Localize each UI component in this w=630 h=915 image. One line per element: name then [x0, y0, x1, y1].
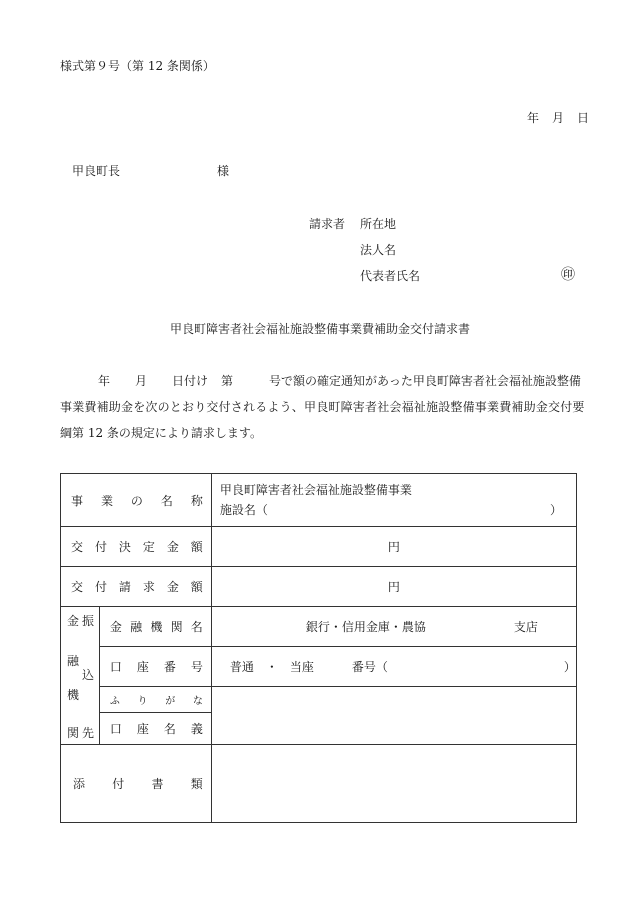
- account-number-value[interactable]: [211, 647, 576, 687]
- row-attachments: [61, 745, 577, 823]
- body-dated: 日付け: [172, 374, 209, 388]
- bank-komi: 込: [82, 668, 95, 682]
- claimant-address-label: 所在地: [360, 217, 397, 231]
- row-decided-amount: [61, 527, 577, 567]
- yen-unit: 円: [387, 580, 400, 594]
- project-name-line1: 甲良町障害者社会福祉施設整備事業: [219, 483, 412, 497]
- yen-unit: 円: [387, 540, 400, 554]
- bank-saki: 先: [82, 726, 95, 740]
- furigana-label: ふ り が な: [99, 687, 211, 713]
- institution-label: 金 融 機 関 名: [99, 607, 211, 647]
- bank-yuu: 融: [67, 654, 80, 668]
- row-request-amount: [61, 567, 577, 607]
- row-furigana: [61, 687, 577, 713]
- body-dai: 第: [221, 374, 234, 388]
- account-type: 普通 ・ 当座: [229, 660, 314, 674]
- facility-name-line[interactable]: [220, 500, 562, 520]
- date-year: 年: [527, 111, 540, 125]
- body-paragraph: [60, 368, 585, 446]
- date-month: 月: [552, 111, 565, 125]
- institution-type: 銀行・信用金庫・農協: [305, 620, 426, 634]
- body-line-2: 事業費補助金を次のとおり交付されるよう、甲良町障害者社会福祉施設整備事業費補助金交付要: [60, 400, 585, 414]
- project-name-value[interactable]: [211, 474, 576, 527]
- request-table: [60, 473, 577, 823]
- body-year: 年: [98, 374, 111, 388]
- decided-amount-value[interactable]: [211, 527, 576, 567]
- decided-amount-label: 交 付 決 定 金 額: [61, 527, 212, 567]
- addressee-sama: 様: [217, 164, 230, 178]
- row-bank-institution: [61, 607, 577, 647]
- row-account-number: [61, 647, 577, 687]
- claimant-label: 請求者: [309, 217, 346, 231]
- bank-group-label: [61, 607, 100, 745]
- claimant-corp-label: 法人名: [360, 243, 397, 257]
- account-no-close: ）: [563, 660, 576, 674]
- bank-kan: 関: [67, 726, 80, 740]
- facility-name-close: ）: [549, 503, 562, 517]
- account-holder-value[interactable]: [211, 687, 576, 745]
- account-number-label: 口 座 番 号: [99, 647, 211, 687]
- account-holder-label: 口 座 名 義: [99, 713, 211, 745]
- bank-kin: 金: [67, 614, 80, 628]
- addressee-mayor: 甲良町長: [72, 164, 121, 178]
- attachments-label: 添 付 書 類: [61, 745, 212, 823]
- project-name-label: 事 業 の 名 称: [61, 474, 212, 527]
- bank-furi: 振: [82, 614, 95, 628]
- date-day: 日: [577, 111, 590, 125]
- form-number: 様式第９号（第 12 条関係）: [60, 59, 215, 73]
- claimant-rep-label: 代表者氏名: [360, 269, 421, 283]
- document-title: 甲良町障害者社会福祉施設整備事業費補助金交付請求書: [170, 322, 471, 336]
- branch-label: 支店: [513, 620, 538, 634]
- account-no-open: 番号（: [351, 660, 388, 674]
- request-amount-label: 交 付 請 求 金 額: [61, 567, 212, 607]
- facility-name-open: 施設名（: [219, 503, 268, 517]
- seal-mark: ㊞: [561, 267, 575, 283]
- institution-value[interactable]: [211, 607, 576, 647]
- attachments-value[interactable]: [211, 745, 576, 823]
- row-project-name: [61, 474, 577, 527]
- bank-ki: 機: [67, 688, 80, 702]
- request-amount-value[interactable]: [211, 567, 576, 607]
- body-month: 月: [135, 374, 148, 388]
- body-line-3: 綱第 12 条の規定により請求します。: [60, 426, 262, 440]
- body-line1-rest: 号で額の確定通知があった甲良町障害者社会福祉施設整備: [269, 374, 581, 388]
- body-line-1: [60, 368, 580, 394]
